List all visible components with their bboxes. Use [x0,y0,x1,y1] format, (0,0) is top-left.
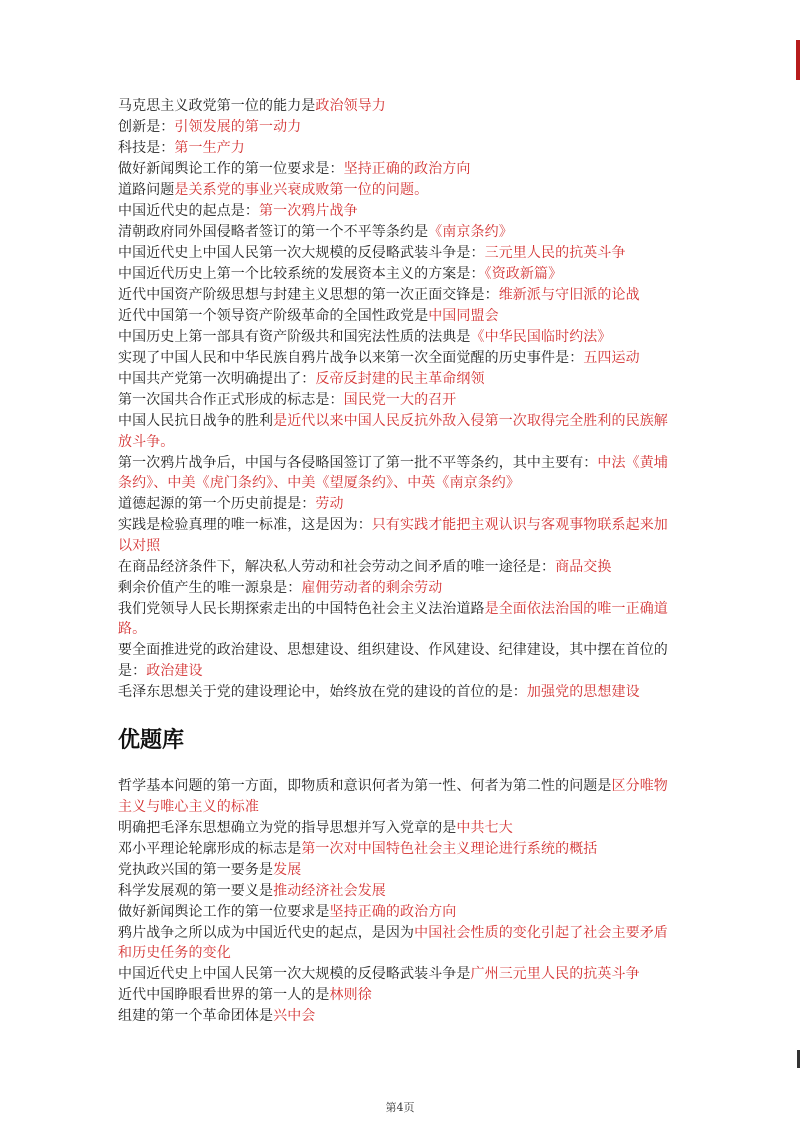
question-text: 第一次国共合作正式形成的标志是： [118,392,344,408]
answer-text: 雇佣劳动者的剩余劳动 [301,579,443,596]
qa-item [118,327,678,348]
qa-item [118,243,678,264]
question-text: 我们党领导人民长期探索走出的中国特色社会主义法治道路 [118,600,485,617]
qa-item [118,985,678,1006]
question-text: 中国近代史上中国人民第一次大规模的反侵略武装斗争是 [118,966,471,982]
question-text: 近代中国睁眼看世界的第一人的是 [118,987,330,1003]
qa-item [118,264,678,285]
answer-text: 广州三元里人民的抗英斗争 [470,966,640,982]
question-text: 实现了中国人民和中华民族自鸦片战争以来第一次全面觉醒的历史事件是： [118,350,584,366]
qa-item [118,1006,678,1027]
question-text: 科技是： [118,140,175,156]
answer-text: 劳动 [315,496,344,512]
qa-item [118,390,678,411]
answer-text: 中国社会性质的变化引起了社会主要矛盾和历史任务的变化 [118,924,668,961]
answer-text: 中共七大 [456,819,513,836]
qa-item [118,201,678,222]
answer-text: 政治建设 [146,662,203,679]
answer-text: 是全面依法治国的唯一正确道路。 [118,600,668,637]
qa-item [118,306,678,327]
qa-item [118,96,678,117]
answer-text: 区分唯物主义与唯心主义的标准 [118,778,668,815]
page-edge-marker [796,40,800,80]
question-text: 中国近代历史上第一个比较系统的发展资本主义的方案是： [118,266,485,282]
question-text: 哲学基本问题的第一方面，即物质和意识何者为第一性、何者为第二性的问题是 [118,778,612,794]
question-text: 科学发展观的第一要义是 [118,882,274,899]
question-text: 在商品经济条件下，解决私人劳动和社会劳动之间矛盾的唯一途径是： [118,558,556,575]
qa-item [118,860,678,881]
qa-item [118,557,678,578]
answer-text: 五四运动 [583,350,640,366]
qa-list-firsts [118,96,678,702]
answer-text: 《资政新篇》 [484,266,563,282]
answer-text: 第一次鸦片战争 [259,203,358,219]
question-text: 明确把毛泽东思想确立为党的指导思想并写入党章的是 [118,819,457,836]
qa-list-youtiku [118,776,678,1027]
question-text: 第一次鸦片战争后，中国与各侵略国签订了第一批不平等条约，其中主要有： [118,454,598,471]
qa-item [118,285,678,306]
answer-text: 加强党的思想建设 [526,683,640,700]
qa-item [118,138,678,159]
qa-item [118,369,678,390]
question-text: 做好新闻舆论工作的第一位要求是： [118,161,344,177]
answer-text: 只有实践才能把主观认识与客观事物联系起来加以对照 [118,517,668,554]
answer-text: 兴中会 [273,1008,316,1024]
answer-text: 推动经济社会发展 [273,882,386,899]
qa-item [118,599,678,640]
question-text: 马克思主义政党第一位的能力是 [118,98,316,114]
qa-item [118,515,678,556]
qa-item [118,818,678,839]
qa-item [118,902,678,923]
qa-item [118,411,678,452]
qa-item [118,682,678,703]
qa-item [118,159,678,180]
question-text: 近代中国资产阶级思想与封建主义思想的第一次正面交锋是： [118,287,499,303]
answer-text: 商品交换 [555,558,612,575]
question-text: 组建的第一个革命团体是 [118,1008,274,1024]
qa-item [118,776,678,817]
question-text: 鸦片战争之所以成为中国近代史的起点，是因为 [118,924,415,941]
answer-text: 是近代以来中国人民反抗外敌入侵第一次取得完全胜利的民族解放斗争。 [118,413,668,450]
answer-text: 坚持正确的政治方向 [329,903,457,920]
qa-item [118,222,678,243]
question-text: 做好新闻舆论工作的第一位要求是 [118,903,330,920]
question-text: 要全面推进党的政治建设、思想建设、组织建设、作风建设、纪律建设，其中摆在首位的是： [118,642,668,679]
answer-text: 引领发展的第一动力 [174,119,302,135]
qa-item [118,964,678,985]
answer-text: 国民党一大的召开 [343,392,457,408]
question-text: 道德起源的第一个历史前提是： [118,496,316,512]
qa-item [118,578,678,599]
question-text: 道路问题 [118,182,175,198]
answer-text: 林则徐 [329,987,372,1003]
answer-text: 中国同盟会 [428,308,499,324]
question-text: 实践是检验真理的唯一标准，这是因为： [118,517,372,533]
question-text: 清朝政府同外国侵略者签订的第一个不平等条约是 [118,224,429,240]
question-text: 毛泽东思想关于党的建设理论中，始终放在党的建设的首位的是： [118,683,527,700]
section-title: 优题库 [118,728,185,753]
answer-text: 《中华民国临时约法》 [470,329,612,345]
answer-text: 《南京条约》 [428,224,513,240]
qa-item [118,494,678,515]
answer-text: 维新派与守旧派的论战 [498,287,640,303]
answer-text: 是关系党的事业兴衰成败第一位的问题。 [174,182,429,198]
answer-text: 第一生产力 [174,140,245,156]
question-text: 中国人民抗日战争的胜利 [118,413,274,429]
question-text: 邓小平理论轮廓形成的标志是 [118,840,302,857]
answer-text: 中法《黄埔条约》、中美《虎门条约》、中美《望厦条约》、中英《南京条约》 [118,454,668,491]
qa-item [118,348,678,369]
question-text: 近代中国第一个领导资产阶级革命的全国性政党是 [118,308,429,324]
question-text: 中国共产党第一次明确提出了： [118,371,316,387]
answer-text: 发展 [273,861,302,878]
qa-item [118,881,678,902]
question-text: 剩余价值产生的唯一源泉是： [118,579,302,596]
question-text: 创新是： [118,119,175,135]
answer-text: 坚持正确的政治方向 [343,161,471,177]
answer-text: 政治领导力 [315,98,386,114]
qa-item [118,839,678,860]
answer-text: 反帝反封建的民主革命纲领 [315,371,485,387]
page-number: 第4页 [385,1101,415,1114]
question-text: 中国近代史的起点是： [118,203,259,219]
answer-text: 三元里人民的抗英斗争 [484,245,626,261]
question-text: 党执政兴国的第一要务是 [118,861,274,878]
qa-item [118,453,678,494]
question-text: 中国近代史上中国人民第一次大规模的反侵略武装斗争是： [118,245,485,261]
qa-item [118,117,678,138]
document-body [118,96,678,1027]
question-text: 中国历史上第一部具有资产阶级共和国宪法性质的法典是 [118,329,471,345]
qa-item [118,180,678,201]
qa-item [118,923,678,964]
answer-text: 第一次对中国特色社会主义理论进行系统的概括 [301,840,598,857]
qa-item [118,640,678,681]
